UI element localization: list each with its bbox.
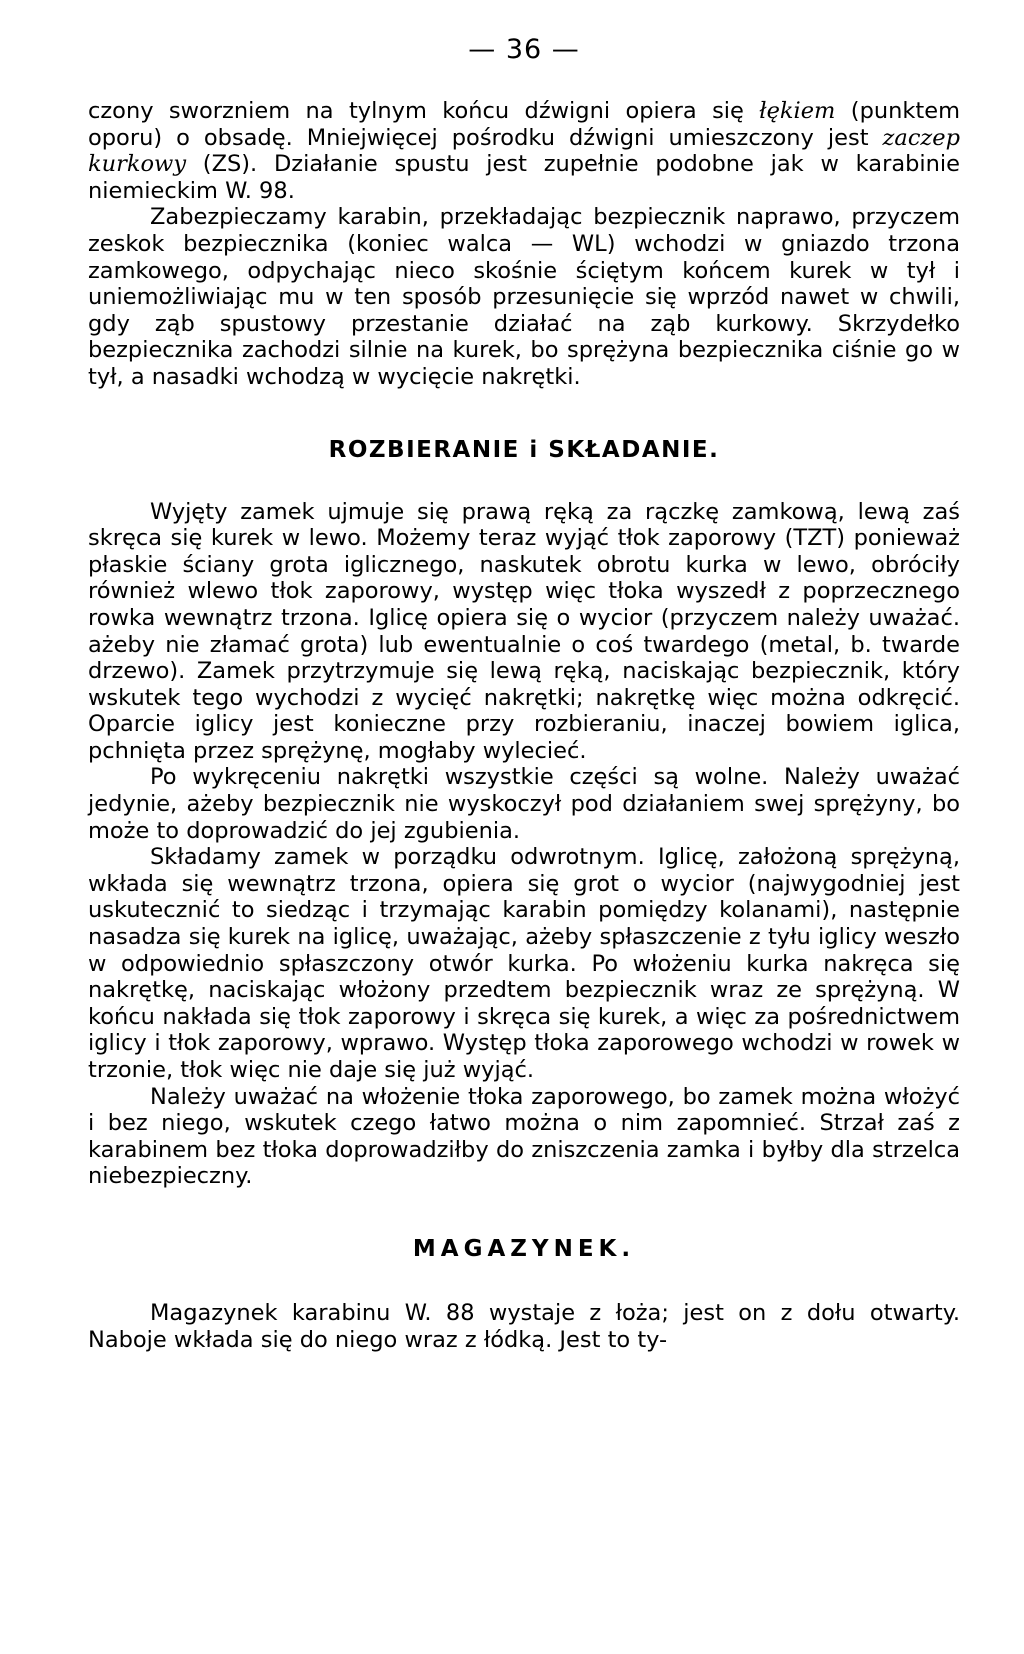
paragraph-magazine: Magazynek karabinu W. 88 wystaje z łoża; jest on z dołu otwarty. Naboje wkłada się do niego wraz z łódką. Jest to ty- xyxy=(88,1299,960,1353)
paragraph-text: czony sworzniem na tylnym końcu dźwigni opiera się xyxy=(88,98,760,124)
paragraph-parts-free: Po wykręceniu nakrętki wszystkie części są wolne. Należy uważać jedynie, ażeby bezpiecznik nie wyskoczył pod działaniem swej sprężyny, bo może to doprowadzić do jej zgubienia. xyxy=(88,764,960,844)
paragraph-safety: Zabezpieczamy karabin, przekładając bezpiecznik naprawo, przyczem zeskok bezpiecznika (koniec walca — WL) wchodzi w gniazdo trzona zamkowego, odpychając nieco skośnie ściętym końcem kurek w tył i uniemożliwiając mu w ten sposób przesunięcie się wprzód nawet w chwili, gdy ząb spustowy przestanie działać na ząb kurkowy. Skrzydełko bezpiecznika zachodzi silnie na kurek, bo sprężyna bezpiecznika ciśnie go w tył, a nasadki wchodzą w wycięcie nakrętki. xyxy=(88,204,960,390)
paragraph-assembly: Składamy zamek w porządku odwrotnym. Iglicę, założoną sprężyną, wkłada się wewnątrz trzona, opiera się grot o wycior (najwygodniej jest uskutecznić to siedząc i trzymając karabin pomiędzy kolanami), następnie nasadza się kurek na iglicę, uważając, ażeby spłaszczenie z tyłu iglicy weszło w odpowiednio spłaszczony otwór kurka. Po włożeniu kurka nakręca się nakrętkę, naciskając włożony przedtem bezpiecznik wraz ze sprężyną. W końcu nakłada się tłok zaporowy i skręca się kurek, a więc za pośrednictwem iglicy i tłok zaporowy, wprawo. Występ tłoka zaporowego wchodzi w rowek w trzonie, tłok więc nie daje się już wyjąć. xyxy=(88,844,960,1083)
paragraph-warning: Należy uważać na włożenie tłoka zaporowego, bo zamek można włożyć i bez niego, wskutek czego łatwo można o nim zapomnieć. Strzał zaś z karabinem bez tłoka doprowadziłby do zniszczenia zamka i byłby dla strzelca niebezpieczny. xyxy=(88,1083,960,1190)
paragraph-text: (punktem oporu) o obsadę. Mniejwięcej pośrodku dźwigni umieszczony jest xyxy=(88,98,960,151)
page-number: — 36 — xyxy=(468,34,580,65)
paragraph-trigger-description xyxy=(88,98,960,204)
italic-term-zaczep-kurkowy: zaczep kurkowy xyxy=(88,124,960,178)
section-heading-magazine: MAGAZYNEK. xyxy=(412,1235,636,1262)
document-page xyxy=(88,30,960,1353)
section-heading-disassembly: ROZBIERANIE i SKŁADANIE. xyxy=(328,436,720,463)
italic-term-lekiem: łękiem xyxy=(759,98,836,124)
paragraph-text: (ZS). Działanie spustu jest zupełnie podobne jak w karabinie niemieckim W. 98. xyxy=(88,151,960,204)
paragraph-disassembly: Wyjęty zamek ujmuje się prawą ręką za rączkę zamkową, lewą zaś skręca się kurek w lewo. Możemy teraz wyjąć tłok zaporowy (TZT) ponieważ płaskie ściany grota iglicznego, naskutek obrotu kurka w lewo, obróciły również wlewo tłok zaporowy, występ więc tłoka wyszedł z poprzecznego rowka wewnątrz trzona. Iglicę opiera się o wycior (przyczem należy uważać. ażeby nie złamać grota) lub ewentualnie o coś twardego (metal, b. twarde drzewo). Zamek przytrzymuje się lewą ręką, naciskając bezpiecznik, który wskutek tego wychodzi z wycięć nakrętki; nakrętkę więc można odkręcić. Oparcie iglicy jest konieczne przy rozbieraniu, inaczej bowiem iglica, pchnięta przez sprężynę, mogłaby wylecieć. xyxy=(88,498,960,764)
